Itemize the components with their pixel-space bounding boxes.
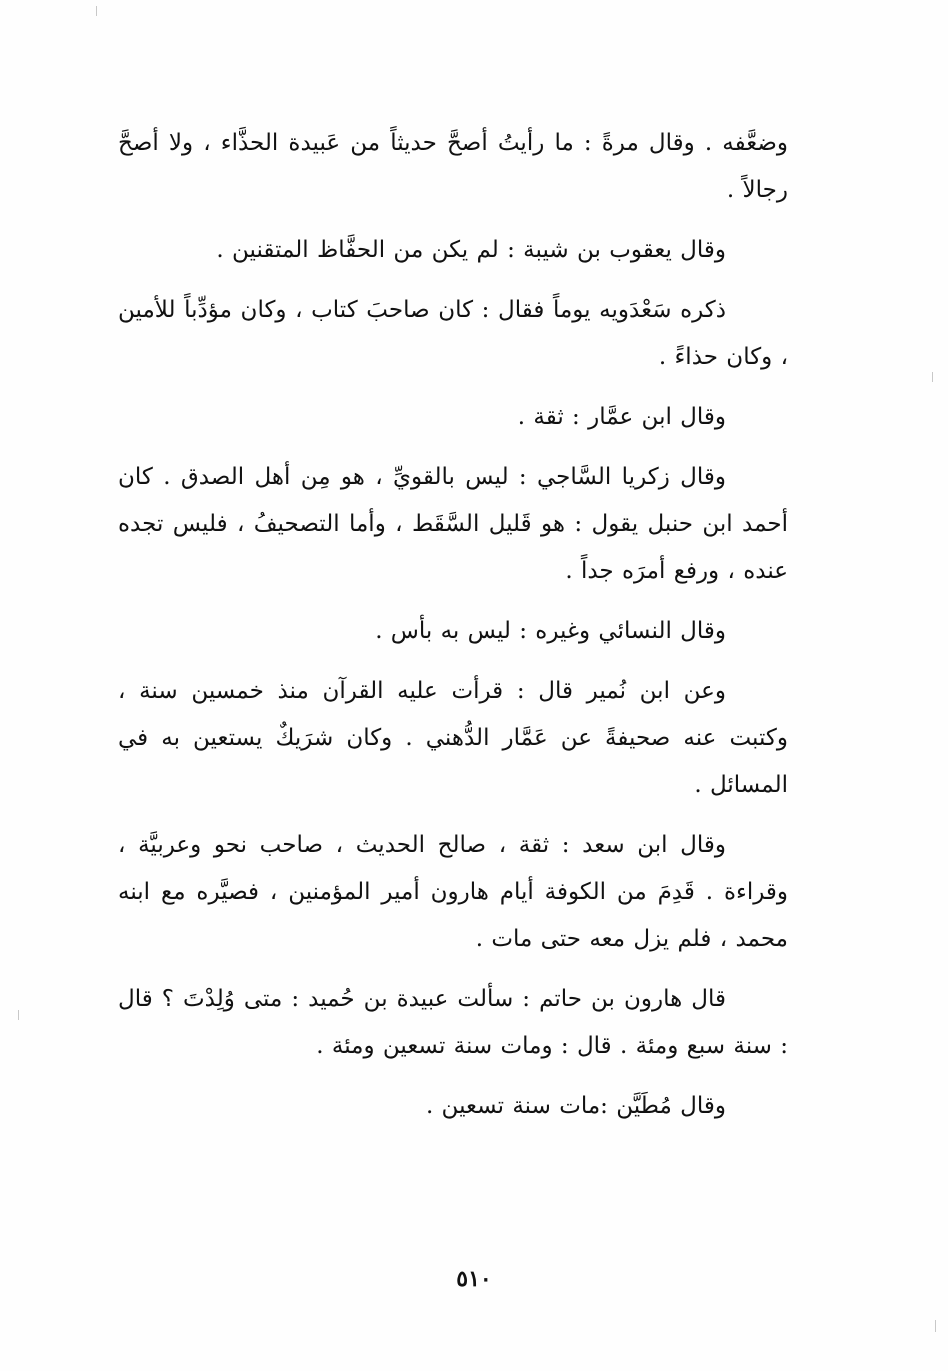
paragraph: وقال زكريا السَّاجي : ليس بالقويِّ ، هو مِن أهل الصدق . كان أحمد ابن حنبل يقول : هو قَليل السَّقَط ، وأما التصحيفُ ، فليس تجده عنده ، ورفع أمرَه جداً .: [118, 464, 788, 584]
paragraph: وقال يعقوب بن شيبة : لم يكن من الحفَّاظ المتقنين .: [216, 237, 726, 263]
paragraph: ذكره سَعْدَويه يوماً فقال : كان صاحبَ كتاب ، وكان مؤدِّباً للأمين ، وكان حذاءً .: [118, 297, 788, 370]
paragraph: وضعَّفه . وقال مرةً : ما رأيتُ أصحَّ حديثاً من عَبيدة الحذَّاء ، ولا أصحَّ رجالاً .: [118, 130, 788, 203]
main-text: [118, 120, 788, 1143]
scan-mark: [932, 372, 933, 382]
paragraph: وقال النسائي وغيره : ليس به بأس .: [375, 618, 726, 644]
paragraph: وقال ابن سعد : ثقة ، صالح الحديث ، صاحب نحو وعربيَّة ، وقراءة . قَدِمَ من الكوفة أيام هارون أمير المؤمنين ، فصيَّره مع ابنه محمد ، فلم يزل معه حتى مات .: [118, 832, 788, 952]
scan-mark: [18, 1010, 19, 1020]
page-number: ٥١٠: [456, 1266, 492, 1292]
paragraph: قال هارون بن حاتم : سألت عبيدة بن حُميد : متى وُلِدْتَ ؟ قال : سنة سبع ومئة . قال : ومات سنة تسعين ومئة .: [118, 986, 788, 1059]
scan-mark: [96, 6, 97, 16]
scan-mark: [935, 1320, 936, 1332]
paragraph: وعن ابن نُمير قال : قرأت عليه القرآن منذ خمسين سنة ، وكتبت عنه صحيفةً عن عَمَّار الدُّهني . وكان شرَيكٌ يستعين به في المسائل .: [118, 678, 788, 798]
paragraph: وقال مُطَيَّن :مات سنة تسعين .: [425, 1093, 726, 1119]
paragraph: وقال ابن عمَّار : ثقة .: [517, 404, 726, 430]
